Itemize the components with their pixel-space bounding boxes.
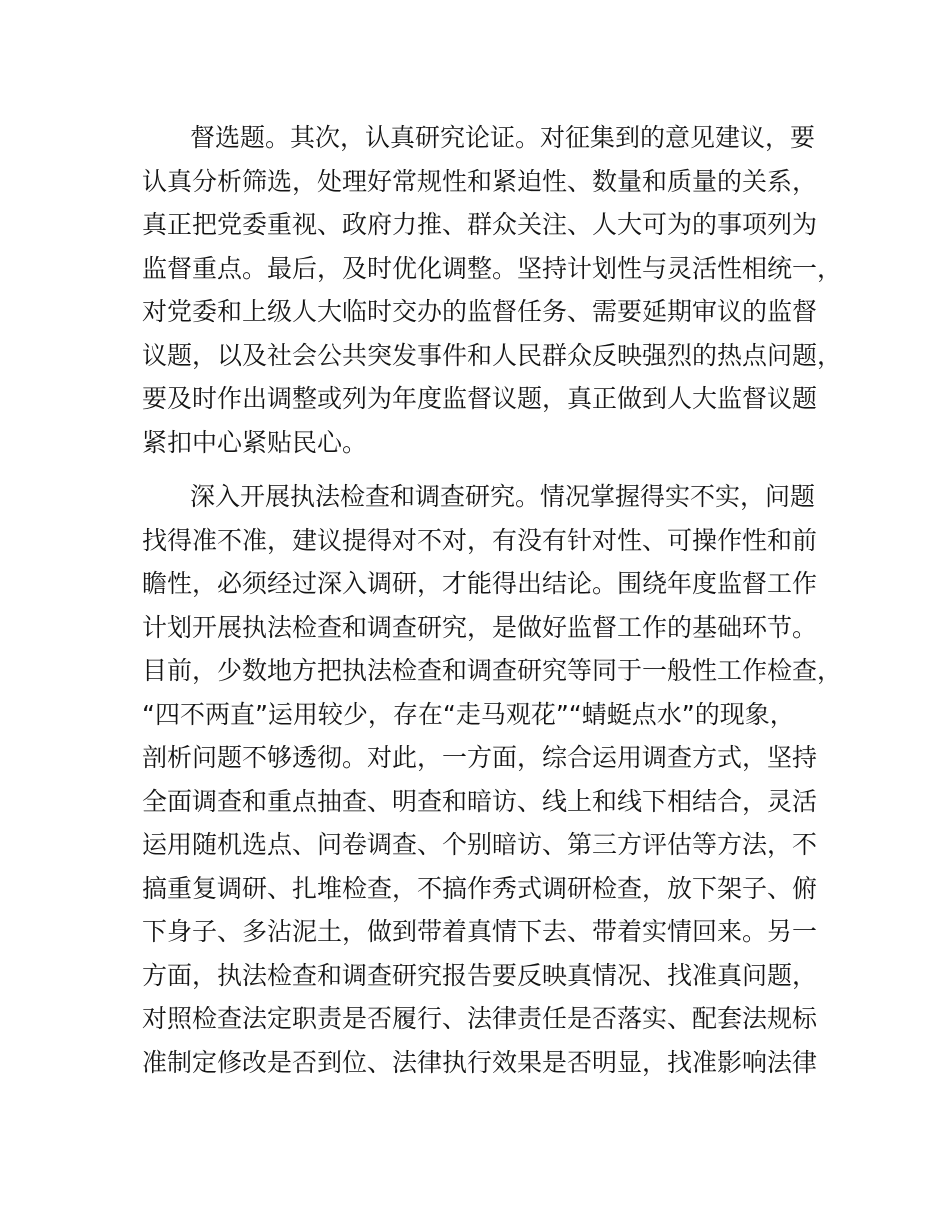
paragraph-1: [142, 116, 842, 464]
document-body: [142, 116, 842, 1084]
text-line: 紧扣中心紧贴民心。: [142, 427, 368, 457]
text-line: 下身子、多沾泥土，做到带着真情下去、带着实情回来。另一: [142, 917, 818, 946]
text-line: 对照检查法定职责是否履行、法律责任是否落实、配套法规标: [142, 1004, 818, 1033]
text-line: 监督重点。最后，及时优化调整。坚持计划性与灵活性相统一，: [142, 253, 843, 283]
text-line: 运用随机选点、问卷调查、个别暗访、第三方评估等方法，不: [142, 830, 818, 859]
paragraph-spacer: [142, 464, 842, 475]
text-line: 议题，以及社会公共突发事件和人民群众反映强烈的热点问题，: [142, 340, 843, 370]
text-line: “四不两直”运用较少，存在“走马观花”“蜻蜓点水”的现象，: [142, 699, 795, 729]
text-line: 计划开展执法检查和调查研究，是做好监督工作的基础环节。: [142, 612, 818, 642]
text-line: 瞻性，必须经过深入调研，才能得出结论。围绕年度监督工作: [142, 569, 818, 598]
text-line: 要及时作出调整或列为年度监督议题，真正做到人大监督议题: [142, 384, 818, 413]
text-line: 搞重复调研、扎堆检查，不搞作秀式调研检查，放下架子、俯: [142, 873, 818, 903]
text-line: 督选题。其次，认真研究论证。对征集到的意见建议，要: [190, 123, 816, 152]
text-line: 全面调查和重点抽查、明查和暗访、线上和线下相结合，灵活: [142, 786, 818, 816]
paragraph-2: [142, 475, 842, 1084]
text-line: 目前，少数地方把执法检查和调查研究等同于一般性工作检查，: [142, 656, 843, 685]
text-line: 剖析问题不够透彻。对此，一方面，综合运用调查方式，坚持: [142, 743, 818, 772]
text-line: 方面，执法检查和调查研究报告要反映真情况、找准真问题，: [142, 960, 818, 990]
text-line: 准制定修改是否到位、法律执行效果是否明显，找准影响法律: [142, 1047, 818, 1077]
text-line: 认真分析筛选，处理好常规性和紧迫性、数量和质量的关系，: [142, 166, 818, 196]
text-line: 深入开展执法检查和调查研究。情况掌握得实不实，问题: [190, 482, 816, 511]
text-line: 找得准不准，建议提得对不对，有没有针对性、可操作性和前: [142, 525, 818, 555]
text-line: 对党委和上级人大临时交办的监督任务、需要延期审议的监督: [142, 297, 818, 326]
text-line: 真正把党委重视、政府力推、群众关注、人大可为的事项列为: [142, 210, 818, 239]
